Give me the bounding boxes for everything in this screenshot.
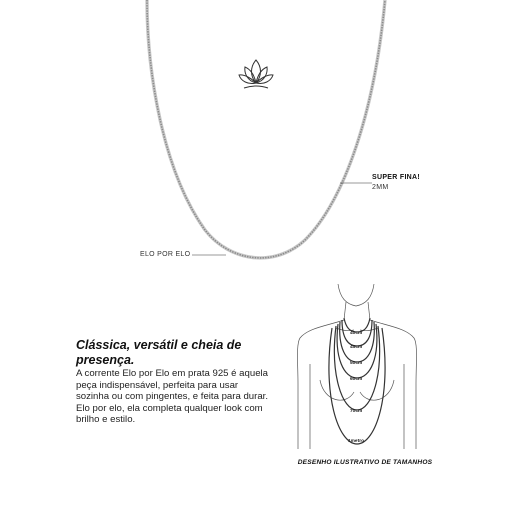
size-tag: 50cm [350, 361, 363, 366]
super-fina-label: SUPER FINA! [372, 174, 421, 181]
product-description: A corrente Elo por Elo em prata 925 é aquela peça indispensável, perfeita para usar sozinha ou com pingentes, e feita para durar. Elo por elo, ela completa qualquer look com brilho e estilo. [76, 368, 268, 426]
size-tag: 1metro [348, 439, 364, 444]
size-chart-sketch [286, 284, 446, 459]
thickness-label: 2MM [372, 184, 389, 191]
size-chart-caption: DESENHO ILUSTRATIVO DE TAMANHOS [297, 459, 433, 466]
size-tag: 40cm [350, 331, 363, 336]
lotus-icon [236, 56, 276, 92]
link-type-label: ELO POR ELO [140, 251, 191, 258]
size-tag: 45cm [350, 345, 363, 350]
size-tag: 70cm [350, 409, 363, 414]
size-tag: 60cm [350, 377, 363, 382]
product-headline: Clássica, versátil e cheia de presença. [76, 338, 242, 367]
